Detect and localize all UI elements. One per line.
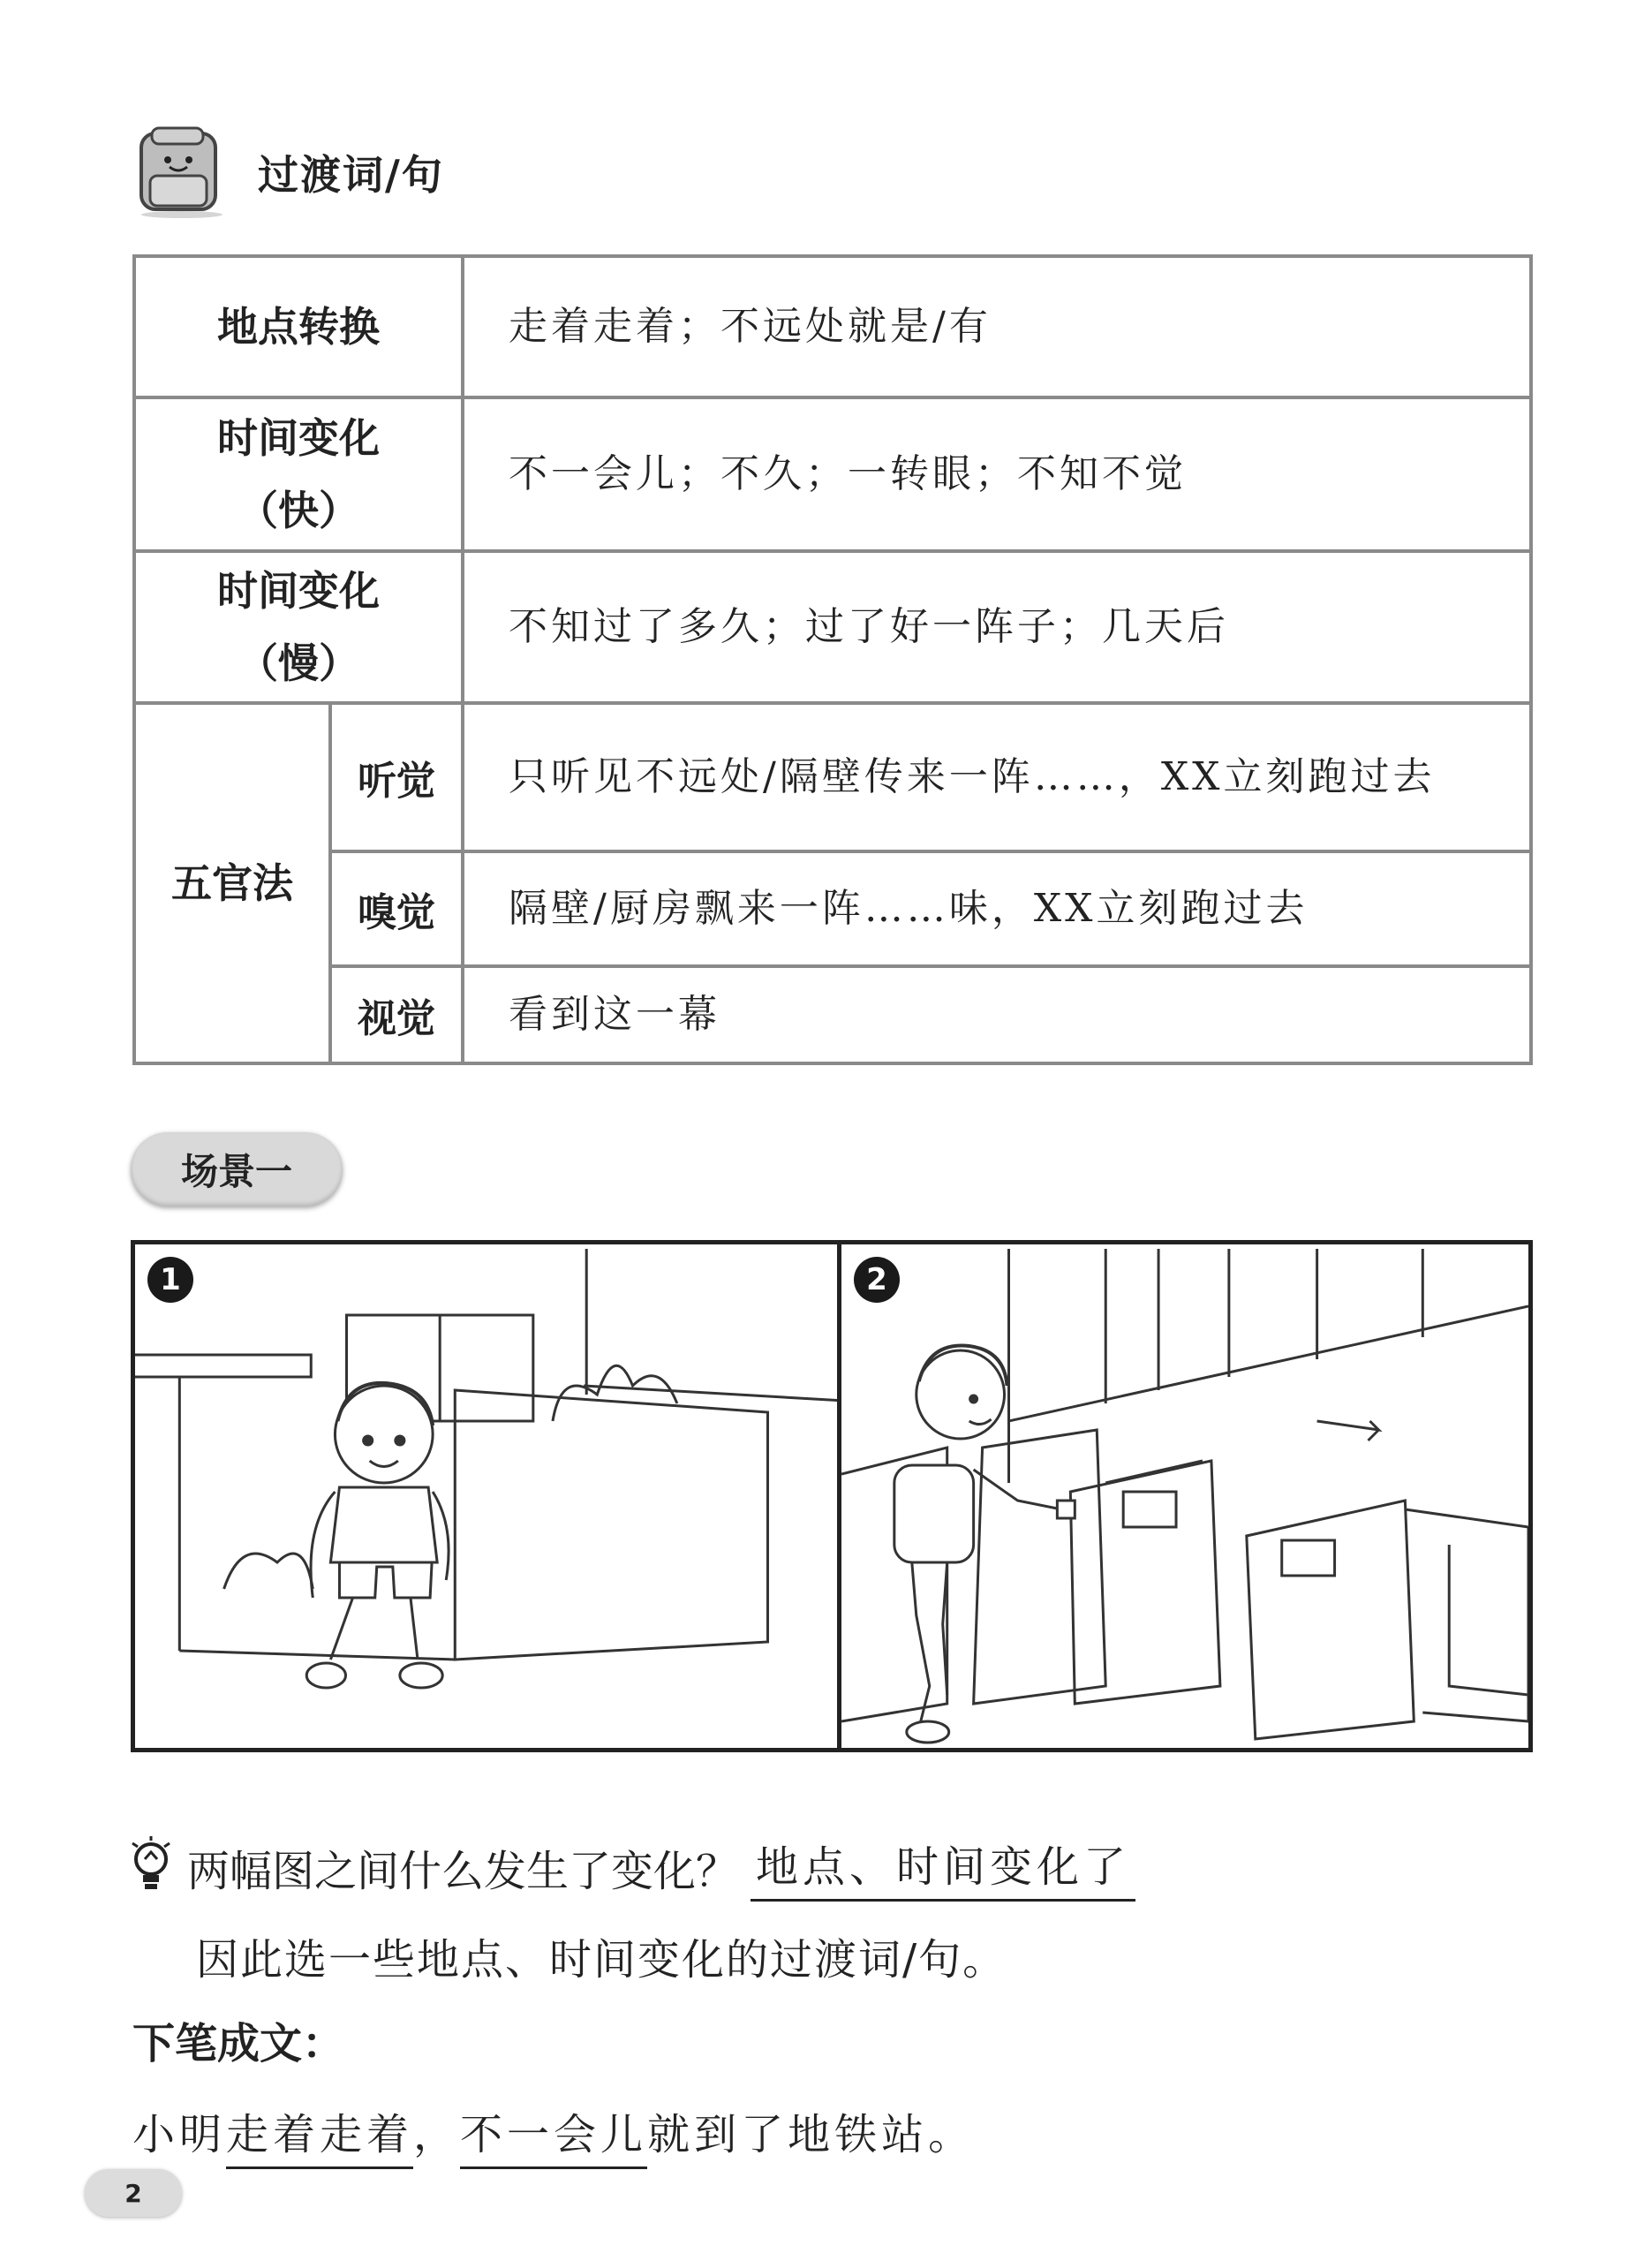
composition-phrase: 不一会儿 (460, 2100, 647, 2169)
question-line (131, 1833, 1135, 1902)
sense-cell: 嗅觉 (330, 851, 463, 966)
composition-sentence (132, 2100, 975, 2169)
content-cell: 不知过了多久；过了好一阵子；几天后 (463, 551, 1531, 703)
lightbulb-icon (131, 1836, 171, 1898)
street-walking-illustration (135, 1244, 837, 1748)
category-line: 时间变化 (217, 414, 380, 462)
table-row (134, 256, 1531, 397)
sense-cell: 视觉 (330, 966, 463, 1063)
write-label: 下笔成文： (132, 2019, 345, 2068)
category-cell (134, 397, 463, 551)
content-cell: 看到这一幕 (463, 966, 1531, 1063)
five-senses-cell: 五官法 (134, 703, 330, 1063)
category-line: （快） (238, 487, 359, 534)
content-cell: 不一会儿；不久；一转眼；不知不觉 (463, 397, 1531, 551)
table-row (134, 966, 1531, 1063)
section-title: 过渡词/句 (258, 151, 444, 199)
section-header (132, 124, 444, 221)
table-row (134, 703, 1531, 851)
picture-panel-2 (841, 1244, 1528, 1748)
sense-cell: 听觉 (330, 703, 463, 851)
composition-suffix: 就到了地铁站。 (647, 2110, 976, 2159)
backpack-icon (132, 126, 231, 218)
content-cell: 只听见不远处/隔壁传来一阵……，XX立刻跑过去 (463, 703, 1531, 851)
table-row (134, 851, 1531, 966)
content-cell: 走着走着；不远处就是/有 (463, 256, 1531, 397)
scene-pictures (131, 1240, 1533, 1752)
scene-label: 场景一 (131, 1132, 343, 1206)
question-text: 两幅图之间什么发生了变化？ (187, 1846, 739, 1896)
content-cell: 隔壁/厨房飘来一阵……味，XX立刻跑过去 (463, 851, 1531, 966)
panel-number: 2 (854, 1257, 900, 1303)
table-row (134, 397, 1531, 551)
hint-text: 因此选一些地点、时间变化的过渡词/句。 (196, 1935, 1007, 1985)
transition-table (132, 254, 1533, 1065)
table-row (134, 551, 1531, 703)
category-line: 时间变化 (217, 567, 380, 615)
panel-number: 1 (147, 1257, 193, 1303)
answer-text: 地点、时间变化了 (751, 1833, 1135, 1902)
composition-phrase: 走着走着 (226, 2100, 413, 2169)
category-cell: 地点转换 (134, 256, 463, 397)
category-line: （慢） (238, 639, 359, 687)
composition-comma: ， (413, 2110, 461, 2159)
subway-gate-illustration (841, 1244, 1528, 1748)
category-cell (134, 551, 463, 703)
composition-prefix: 小明 (132, 2110, 227, 2159)
page-number: 2 (85, 2169, 182, 2217)
picture-panel-1 (135, 1244, 841, 1748)
